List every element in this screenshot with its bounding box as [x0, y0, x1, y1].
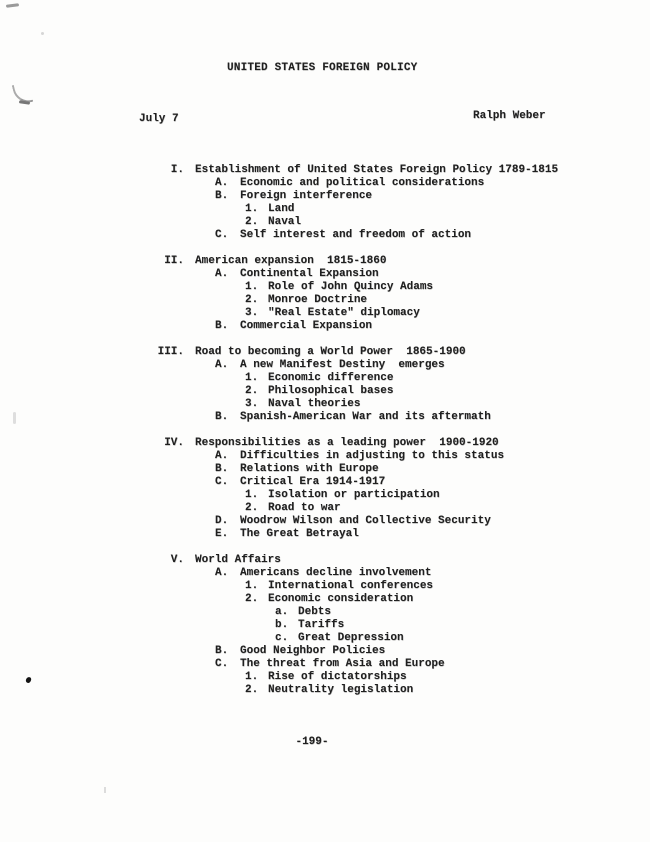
outline-label: A. — [215, 567, 229, 579]
outline-text: Relations with Europe — [240, 463, 379, 475]
course-outline — [0, 164, 650, 697]
outline-line — [0, 658, 650, 671]
outline-label: IV. — [164, 437, 184, 449]
outline-label: C. — [215, 658, 229, 670]
outline-line — [0, 645, 650, 658]
outline-line — [0, 359, 650, 372]
outline-label: 1. — [245, 203, 259, 215]
outline-label: A. — [215, 359, 229, 371]
outline-label: a. — [275, 606, 289, 618]
date-label: July 7 — [139, 113, 179, 125]
outline-line — [0, 177, 650, 190]
outline-label: b. — [275, 619, 289, 631]
outline-label: 3. — [245, 398, 259, 410]
outline-line — [0, 294, 650, 307]
outline-text: Road to war — [268, 502, 341, 514]
outline-line — [0, 385, 650, 398]
outline-text: Rise of dictatorships — [268, 671, 407, 683]
outline-label: B. — [215, 411, 229, 423]
outline-text: Woodrow Wilson and Collective Security — [240, 515, 491, 527]
outline-line — [0, 619, 650, 632]
outline-label: 2. — [245, 502, 259, 514]
outline-text: The threat from Asia and Europe — [240, 658, 445, 670]
outline-label: E. — [215, 528, 229, 540]
outline-text: Economic and political considerations — [240, 177, 485, 189]
outline-text: "Real Estate" diplomacy — [268, 307, 420, 319]
outline-line — [0, 320, 650, 333]
outline-label: D. — [215, 515, 229, 527]
outline-text: Foreign interference — [240, 190, 373, 202]
outline-text: Land — [268, 203, 295, 215]
outline-text: American expansion 1815-1860 — [195, 255, 387, 267]
outline-label: III. — [157, 346, 184, 358]
outline-label: 2. — [245, 216, 259, 228]
outline-line — [0, 164, 650, 177]
outline-label: B. — [215, 463, 229, 475]
outline-text: Isolation or participation — [268, 489, 440, 501]
outline-line — [0, 593, 650, 606]
outline-line — [0, 411, 650, 424]
outline-line — [0, 554, 650, 567]
ink-smudge-corner — [6, 3, 19, 8]
outline-label: 2. — [245, 684, 259, 696]
outline-label: 1. — [245, 580, 259, 592]
outline-line — [0, 489, 650, 502]
outline-text: Economic consideration — [268, 593, 414, 605]
outline-line — [0, 281, 650, 294]
outline-text: The Great Betrayal — [240, 528, 359, 540]
ink-hook-blob — [19, 100, 30, 105]
outline-text: Americans decline involvement — [240, 567, 432, 579]
outline-line — [0, 398, 650, 411]
outline-label: V. — [170, 554, 184, 566]
outline-text: Naval — [268, 216, 302, 228]
outline-line — [0, 216, 650, 229]
outline-line — [0, 684, 650, 697]
outline-text: Road to becoming a World Power 1865-1900 — [195, 346, 466, 358]
outline-text: World Affairs — [195, 554, 281, 566]
outline-line — [0, 450, 650, 463]
outline-label: C. — [215, 229, 229, 241]
outline-line — [0, 346, 650, 359]
outline-line — [0, 437, 650, 450]
outline-line — [0, 515, 650, 528]
author-name: Ralph Weber — [473, 110, 546, 122]
outline-line — [0, 229, 650, 242]
document-title: UNITED STATES FOREIGN POLICY — [227, 62, 418, 74]
outline-text: Naval theories — [268, 398, 361, 410]
outline-label: 1. — [245, 671, 259, 683]
outline-text: Monroe Doctrine — [268, 294, 368, 306]
outline-text: Establishment of United States Foreign Policy 1789-1815 — [195, 164, 559, 176]
outline-line — [0, 476, 650, 489]
outline-label: 3. — [245, 307, 259, 319]
outline-line — [0, 307, 650, 320]
outline-label: II. — [164, 255, 184, 267]
outline-line — [0, 372, 650, 385]
outline-line — [0, 580, 650, 593]
outline-label: 1. — [245, 372, 259, 384]
outline-line — [0, 606, 650, 619]
outline-label: 2. — [245, 593, 259, 605]
outline-line — [0, 268, 650, 281]
outline-text: Spanish-American War and its aftermath — [240, 411, 491, 423]
outline-text: Debts — [298, 606, 332, 618]
page-number: -199- — [295, 736, 329, 748]
outline-text: Great Depression — [298, 632, 404, 644]
outline-label: A. — [215, 450, 229, 462]
outline-line — [0, 190, 650, 203]
outline-label: c. — [275, 632, 289, 644]
outline-label: I. — [170, 164, 184, 176]
outline-label: A. — [215, 177, 229, 189]
outline-label: 1. — [245, 489, 259, 501]
outline-text: Responsibilities as a leading power 1900-1920 — [195, 437, 499, 449]
outline-text: Good Neighbor Policies — [240, 645, 386, 657]
outline-text: Tariffs — [298, 619, 345, 631]
outline-text: Continental Expansion — [240, 268, 379, 280]
outline-label: B. — [215, 645, 229, 657]
outline-label: B. — [215, 190, 229, 202]
outline-text: Difficulties in adjusting to this status — [240, 450, 505, 462]
outline-label: A. — [215, 268, 229, 280]
outline-line — [0, 528, 650, 541]
outline-text: A new Manifest Destiny emerges — [240, 359, 445, 371]
outline-line — [0, 671, 650, 684]
outline-text: International conferences — [268, 580, 434, 592]
outline-line — [0, 567, 650, 580]
outline-label: 2. — [245, 385, 259, 397]
outline-text: Critical Era 1914-1917 — [240, 476, 386, 488]
outline-text: Role of John Quincy Adams — [268, 281, 434, 293]
ink-speck — [104, 787, 106, 793]
outline-line — [0, 203, 650, 216]
outline-label: B. — [215, 320, 229, 332]
outline-line — [0, 255, 650, 268]
outline-text: Self interest and freedom of action — [240, 229, 472, 241]
outline-text: Neutrality legislation — [268, 684, 414, 696]
outline-line — [0, 463, 650, 476]
outline-label: 2. — [245, 294, 259, 306]
ink-speck — [13, 412, 16, 424]
outline-label: 1. — [245, 281, 259, 293]
outline-text: Commercial Expansion — [240, 320, 373, 332]
outline-text: Philosophical bases — [268, 385, 394, 397]
outline-line — [0, 502, 650, 515]
outline-line — [0, 632, 650, 645]
outline-label: C. — [215, 476, 229, 488]
outline-text: Economic difference — [268, 372, 394, 384]
ink-speck — [41, 32, 44, 35]
